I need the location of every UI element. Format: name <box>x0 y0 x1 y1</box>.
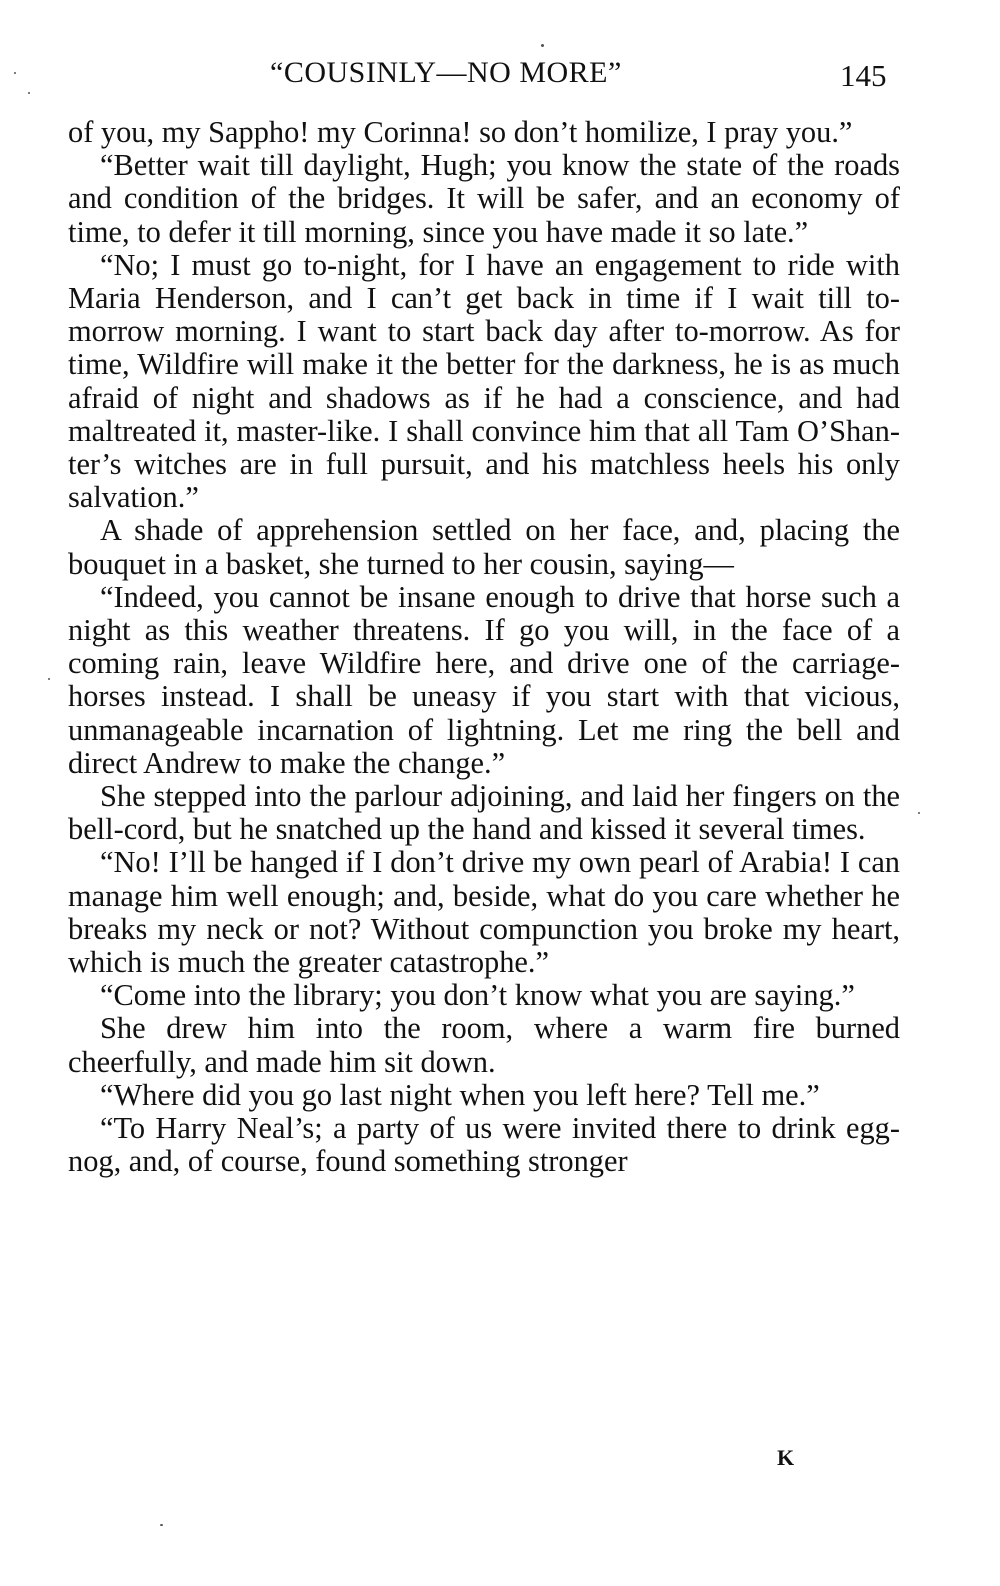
paragraph: A shade of apprehension settled on her face, and, placing the bouquet in a basket, she turned to her cousin, saying— <box>68 513 900 581</box>
paragraph: “No! I’ll be hanged if I don’t drive my own pearl of Arabia! I can manage him well enough; and, beside, what do you care whether he breaks my neck or not? Without compunction you broke my heart, which is much the greater catastrophe.” <box>68 845 900 980</box>
scan-speck <box>14 72 16 74</box>
scan-speck <box>541 44 544 47</box>
paragraph: “Come into the library; you don’t know what you are saying.” <box>100 978 855 1013</box>
paragraph: “Where did you go last night when you left here? Tell me.” <box>100 1077 820 1112</box>
signature-mark: K <box>777 1445 796 1470</box>
paragraph: “Indeed, you cannot be insane enough to drive that horse such a night as this weather threatens. If go you will, in the face of a coming rain, leave Wildfire here, and drive one of the carriage-horses instead. I shall be uneasy if you start with that vicious, unmanageable incarnation of lightning. Let me ring the bell and direct Andrew to make the change.” <box>68 579 900 780</box>
paragraph: “To Harry Neal’s; a party of us were invited there to drink egg-nog, and, of course, found something stronger <box>68 1111 900 1179</box>
scan-speck <box>160 1524 163 1526</box>
running-title: “COUSINLY—NO MORE” <box>270 56 622 89</box>
paragraph: of you, my Sappho! my Corinna! so don’t homilize, I pray you.” <box>68 115 853 149</box>
page-number: 145 <box>840 58 887 93</box>
paragraph: She drew him into the room, where a warm fire burned cheerfully, and made him sit down. <box>68 1011 900 1079</box>
scan-speck <box>48 678 50 680</box>
body-text <box>68 116 900 1179</box>
scan-speck <box>918 812 920 814</box>
paragraph: She stepped into the parlour adjoining, and laid her fingers on the bell-cord, but he snatched up the hand and kissed it several times. <box>68 779 900 847</box>
paragraph: “No; I must go to-night, for I have an engagement to ride with Maria Henderson, and I can’t get back in time if I wait till to-morrow morning. I want to start back day after to-morrow. As for time, Wildfire will make it the better for the darkness, he is as much afraid of night and shadows as if he had a conscience, and had maltreated it, master-like. I shall convince him that all Tam O’Shanter’s witches are in full pursuit, and his matchless heels his only salvation.” <box>68 247 900 515</box>
scan-speck <box>28 92 30 94</box>
paragraph: “Better wait till daylight, Hugh; you know the state of the roads and condition of the bridges. It will be safer, and an economy of time, to defer it till morning, since you have made it so late.” <box>68 148 900 249</box>
running-head <box>0 56 1000 96</box>
